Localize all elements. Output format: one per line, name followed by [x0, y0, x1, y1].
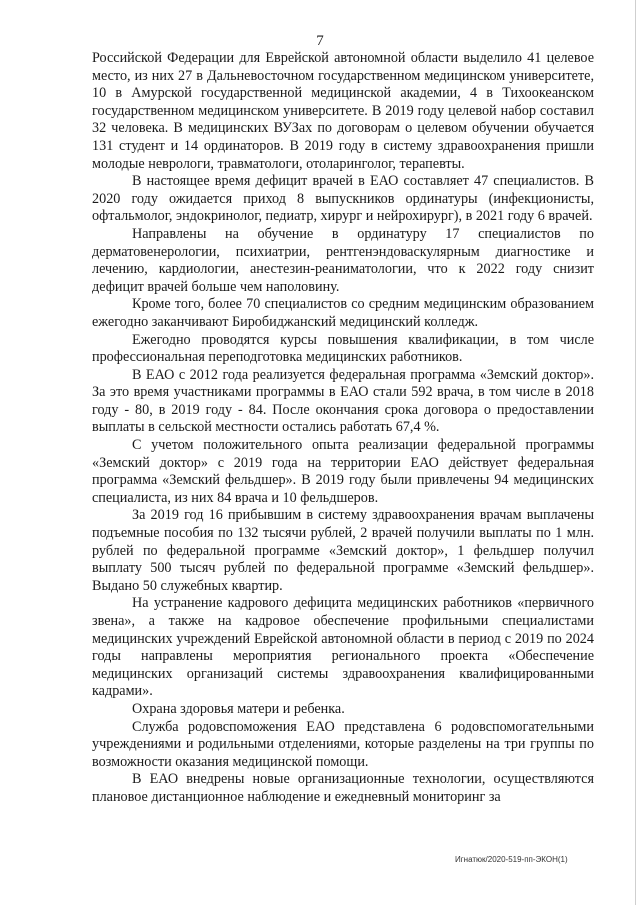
document-body	[92, 50, 594, 807]
document-footer-id: Игнатюк/2020-519-пп-ЭКОН(1)	[455, 855, 568, 864]
paragraph: Кроме того, более 70 специалистов со средним медицинским образованием ежегодно заканчивают Биробиджанский медицинский колледж.	[92, 296, 594, 330]
paragraph: В ЕАО внедрены новые организационные технологии, осуществляются плановое дистанционное наблюдение и ежедневный мониторинг за	[92, 771, 594, 805]
paragraph: Служба родовспоможения ЕАО представлена 6 родовспомогательными учреждениями и родильными отделениями, которые разделены на три группы по возможности оказания медицинской помощи.	[92, 718, 594, 770]
paragraph: На устранение кадрового дефицита медицинских работников «первичного звена», а также на кадровое обеспечение профильными специалистами медицинских учреждений Еврейской автономной области в период с 2019 по 2024 годы направлены мероприятия регионального проекта «Обеспечение медицинских организаций системы здравоохранения квалифицированными кадрами».	[92, 595, 594, 700]
section-heading: Охрана здоровья матери и ребенка.	[132, 700, 345, 717]
paragraph: Ежегодно проводятся курсы повышения квалификации, в том числе профессиональная переподготовка медицинских работников.	[92, 331, 594, 366]
paragraph: В настоящее время дефицит врачей в ЕАО составляет 47 специалистов. В 2020 году ожидается приход 8 выпускников ординатуры (инфекционисты, офтальмолог, эндокринолог, педиатр, хирург и нейрохирург), в 2021 году 6 врачей.	[92, 173, 594, 225]
paragraph: С учетом положительного опыта реализации федеральной программы «Земский доктор» с 2019 года на территории ЕАО действует федеральная программа «Земский фельдшер». В 2019 году были привлечены 94 медицинских специалиста, из них 84 врача и 10 фельдшеров.	[92, 437, 594, 506]
page-number: 7	[316, 33, 324, 49]
paragraph: Российской Федерации для Еврейской автономной области выделило 41 целевое место, из них 27 в Дальневосточном государственном медицинском университете, 10 в Амурской государственной медицинской академии, 4 в Тихоокеанском государственном медицинском университете. В 2019 году целевой набор составил 32 человека. В медицинских ВУЗах по договорам о целевом обучении обучается 131 студент и 14 ординаторов. В 2019 году в систему здравоохранения пришли молодые неврологи, травматологи, отоларинголог, терапевты.	[92, 50, 594, 172]
scan-edge-line	[635, 0, 636, 905]
paragraph: За 2019 год 16 прибывшим в систему здравоохранения врачам выплачены подъемные пособия по 132 тысячи рублей, 2 врачей получили выплаты по 1 млн. рублей по федеральной программе «Земский доктор», 1 фельдшер получил выплату 500 тысяч рублей по федеральной программе «Земский фельдшер». Выдано 50 служебных квартир.	[92, 507, 594, 594]
paragraph: В ЕАО с 2012 года реализуется федеральная программа «Земский доктор». За это время участниками программы в ЕАО стали 592 врача, в том числе в 2018 году - 80, в 2019 году - 84. После окончания срока договора о предоставлении выплаты в сельской местности остались работать 67,4 %.	[92, 366, 594, 436]
paragraph: Направлены на обучение в ординатуру 17 специалистов по дерматовенерологии, психиатрии, рентгенэндоваскулярным диагностике и лечению, кардиологии, анестезин-реаниматологии, что к 2022 году снизит дефицит врачей больше чем наполовину.	[92, 225, 594, 295]
